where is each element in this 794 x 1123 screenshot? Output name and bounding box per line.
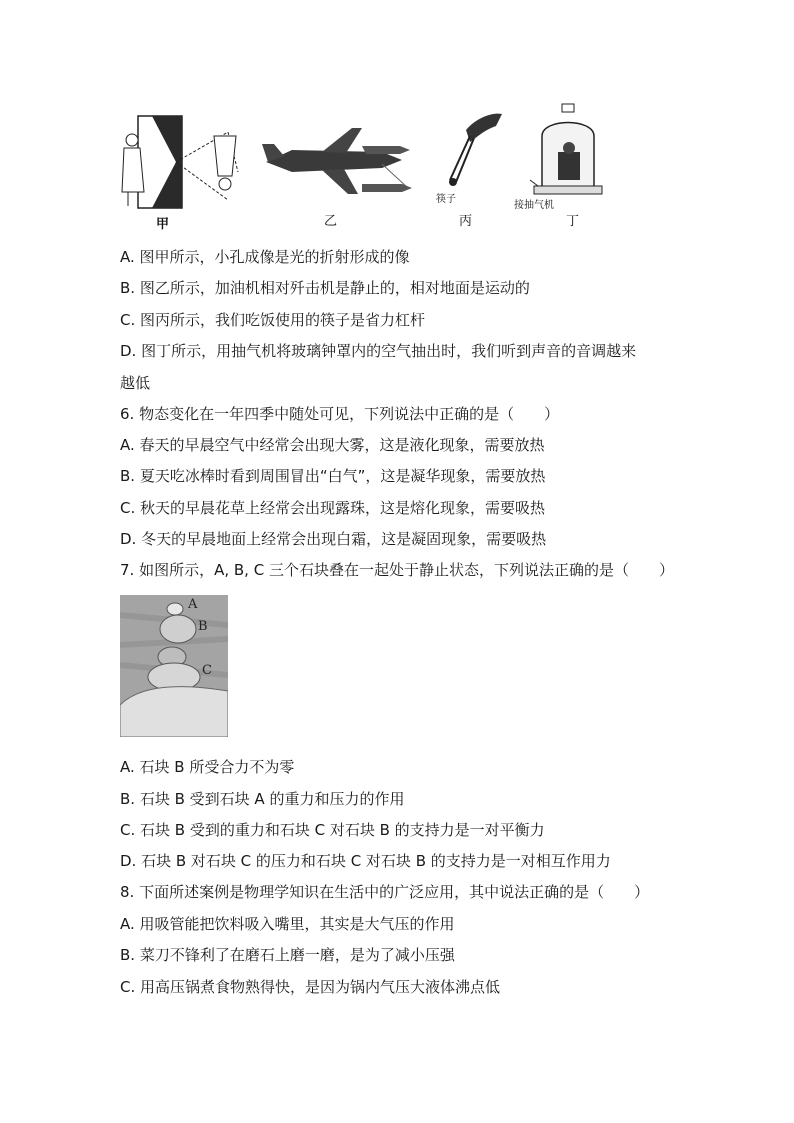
q6-option-c: C. 秋天的早晨花草上经常会出现露珠，这是熔化现象，需要吸热 <box>120 499 546 517</box>
q5-option-d-line1: D. 图丁所示，用抽气机将玻璃钟罩内的空气抽出时，我们听到声音的音调越来 <box>120 342 637 360</box>
chopsticks-label: 筷子 <box>436 194 456 205</box>
stone-label-a: A <box>188 597 198 612</box>
q5-option-d-line2: 越低 <box>120 374 151 392</box>
q8-option-c: C. 用高压锅煮食物熟得快，是因为锅内气压大液体沸点低 <box>120 978 501 996</box>
q7-option-d: D. 石块 B 对石块 C 的压力和石块 C 对石块 B 的支持力是一对相互作用力 <box>120 852 611 870</box>
q5-option-c: C. 图丙所示，我们吃饭使用的筷子是省力杠杆 <box>120 311 426 329</box>
q6-option-a: A. 春天的早晨空气中经常会出现大雾，这是液化现象，需要放热 <box>120 436 545 454</box>
stone-label-c: C <box>202 663 212 678</box>
pinhole-figure <box>118 112 248 222</box>
chopsticks-figure <box>436 110 506 190</box>
stone-label-b: B <box>198 619 208 634</box>
figure-label-yi: 乙 <box>324 214 338 229</box>
q5-option-a: A. 图甲所示，小孔成像是光的折射形成的像 <box>120 248 410 266</box>
q8-option-a: A. 用吸管能把饮料吸入嘴里，其实是大气压的作用 <box>120 915 455 933</box>
q5-option-b: B. 图乙所示，加油机相对歼击机是静止的，相对地面是运动的 <box>120 279 530 297</box>
q6-option-b: B. 夏天吃冰棒时看到周围冒出“白气”，这是凝华现象，需要放热 <box>120 467 546 485</box>
q7-option-b: B. 石块 B 受到石块 A 的重力和压力的作用 <box>120 790 405 808</box>
figure-label-ding: 丁 <box>566 214 580 229</box>
q6-option-d: D. 冬天的早晨地面上经常会出现白霜，这是凝固现象，需要吸热 <box>120 530 547 548</box>
bell-jar-figure <box>528 100 608 200</box>
q7-option-c: C. 石块 B 受到的重力和石块 C 对石块 B 的支持力是一对平衡力 <box>120 821 545 839</box>
q6-stem: 6. 物态变化在一年四季中随处可见，下列说法中正确的是（ ） <box>120 405 560 423</box>
stacked-stones-photo <box>120 595 228 737</box>
pump-label: 接抽气机 <box>514 200 554 211</box>
figure-label-bing: 丙 <box>459 214 473 229</box>
q8-option-b: B. 菜刀不锋利了在磨石上磨一磨，是为了减小压强 <box>120 946 455 964</box>
figure-label-jia: 甲 <box>156 217 170 232</box>
q7-option-a: A. 石块 B 所受合力不为零 <box>120 758 295 776</box>
q7-stem: 7. 如图所示，A, B, C 三个石块叠在一起处于静止状态，下列说法正确的是（ ） <box>120 561 674 579</box>
q8-stem: 8. 下面所述案例是物理学知识在生活中的广泛应用，其中说法正确的是（ ） <box>120 883 650 901</box>
aircraft-figure <box>262 120 412 200</box>
